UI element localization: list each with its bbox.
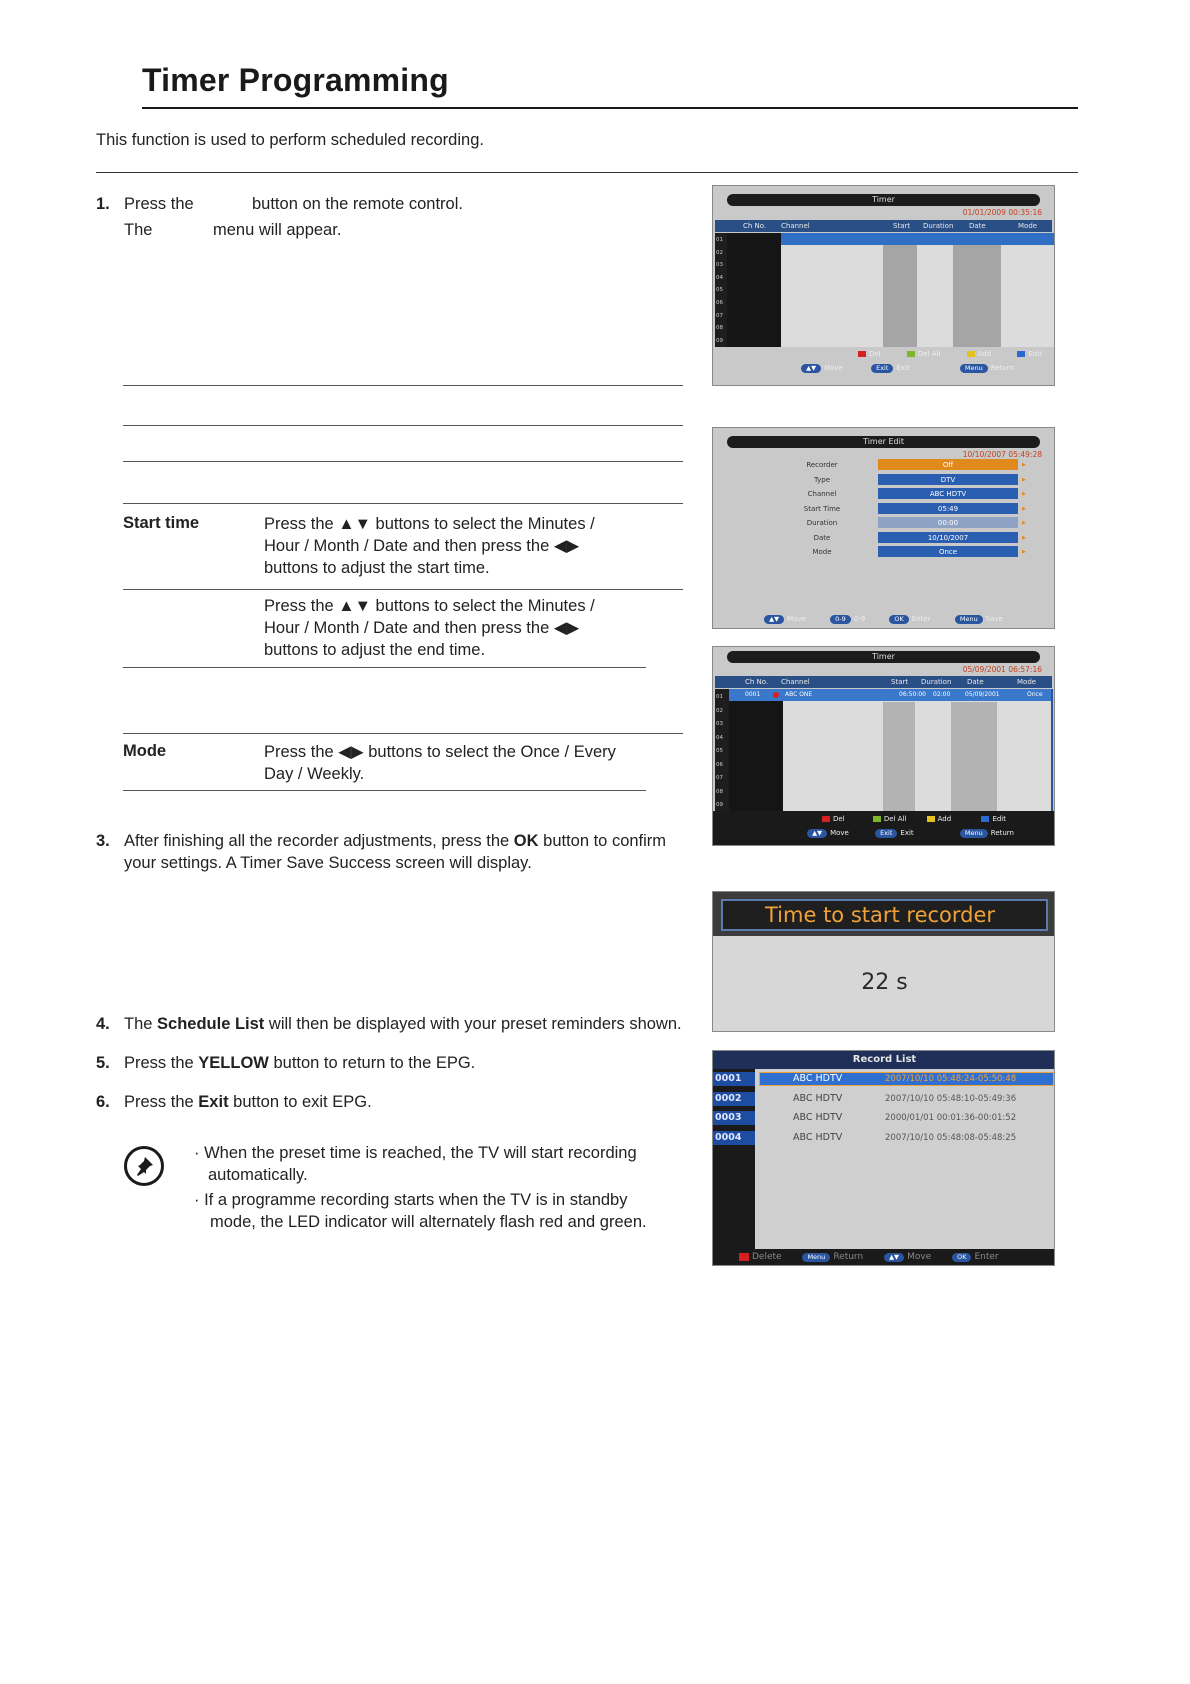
menu-key-icon: Menu (960, 829, 988, 838)
note-bullet-1-cont: automatically. (208, 1166, 308, 1184)
end-time-text-2: Hour / Month / Date and then press the ◀▶ (264, 619, 580, 637)
timer2-clock: 05/09/2001 06:57:16 (962, 665, 1042, 674)
step-5-text-a: Press the (124, 1054, 194, 1072)
col-date: Date (969, 222, 986, 230)
record-id: 0001 (713, 1072, 755, 1086)
col-mode: Mode (1018, 222, 1038, 230)
record-channel: ABC HDTV (793, 1131, 843, 1143)
exit-key-icon: Exit (871, 364, 893, 373)
step-1-text-d: menu will appear. (213, 221, 342, 239)
col-ch-no: Ch No. (745, 678, 769, 686)
legend-add[interactable]: Add (977, 350, 992, 358)
table-rule (123, 425, 683, 426)
timer-edit-field-label: Mode (812, 548, 832, 556)
move-key-icon: ▲▼ (807, 829, 827, 838)
red-key-icon (739, 1253, 749, 1261)
record-list-rows (713, 1072, 1055, 1150)
timer-nav (713, 364, 1054, 376)
step-3-ok: OK (513, 832, 539, 850)
nav-move[interactable]: Move (830, 829, 849, 837)
record-id: 0002 (713, 1092, 755, 1106)
menu-key-icon: Menu (960, 364, 988, 373)
red-key-icon (822, 816, 830, 822)
step-6-number: 6. (96, 1093, 110, 1111)
blue-key-icon (1017, 351, 1025, 357)
timer-edit-field-label: Date (813, 533, 831, 542)
start-time-text-3: buttons to adjust the start time. (264, 559, 490, 577)
row-numbers: 01 02 03 04 05 06 07 08 09 (716, 237, 723, 344)
pin-icon (124, 1146, 164, 1186)
timer-edit-field-value[interactable]: DTV (878, 474, 1018, 485)
timer-edit-field[interactable] (713, 532, 1055, 547)
timer-screen-entry (712, 646, 1055, 846)
timer-edit-clock: 10/10/2007 05:49:28 (962, 450, 1042, 459)
record-list-row[interactable] (713, 1131, 1055, 1151)
arrow-right-icon: ▶ (1022, 505, 1026, 512)
timer-edit-field-label: Recorder (806, 461, 838, 469)
note-bullet-1: · When the preset time is reached, the TV will start recording (194, 1144, 637, 1162)
entry-ch: 0001 (745, 691, 761, 698)
step-5-line (124, 1052, 475, 1074)
nav-move[interactable]: Move (787, 615, 806, 623)
nav-move[interactable]: Move (824, 364, 843, 372)
col-mode: Mode (1017, 678, 1037, 686)
start-time-text-1: Press the ▲▼ buttons to select the Minutes / (264, 515, 595, 533)
record-id: 0004 (713, 1131, 755, 1145)
col-duration: Duration (923, 222, 954, 230)
record-list-row[interactable] (713, 1072, 1055, 1092)
timer2-table-header (715, 676, 1052, 688)
step-3-line-1 (124, 830, 666, 852)
step-3-text-a: After finishing all the recorder adjustments, press the (124, 832, 510, 850)
row-numbers: 01 02 03 04 05 06 07 08 09 (716, 694, 723, 808)
table-rule (123, 589, 683, 590)
step-3-text-b: button to confirm (543, 832, 667, 850)
step-5-text-b: button to return to the EPG. (273, 1054, 476, 1072)
arrow-right-icon: ▶ (1022, 520, 1026, 526)
table-rule (123, 733, 683, 734)
col-start: Start (893, 222, 911, 230)
entry-mode: Once (1027, 691, 1043, 698)
ok-key-icon: OK (952, 1253, 971, 1262)
record-list-title: Record List (713, 1051, 1055, 1069)
step-4-text-b: will then be displayed with your preset reminders shown. (268, 1015, 682, 1033)
nav-enter[interactable]: Enter (974, 1252, 999, 1262)
record-channel: ABC HDTV (793, 1073, 843, 1084)
menu-key-icon: Menu (955, 615, 983, 624)
timer-edit-field-value[interactable]: 00:00 (878, 517, 1018, 528)
step-6-text-b: button to exit EPG. (233, 1093, 372, 1111)
timer-edit-field-value[interactable]: 10/10/2007 (878, 532, 1018, 543)
timer-table-body (781, 233, 1054, 347)
col-channel: Channel (781, 222, 810, 230)
step-5-number: 5. (96, 1054, 110, 1072)
timer-edit-field-value[interactable]: Once (878, 546, 1018, 557)
nav-return[interactable]: Return (990, 364, 1014, 372)
timer-edit-field[interactable] (713, 474, 1055, 489)
legend-add[interactable]: Add (937, 815, 952, 823)
timer-edit-field-label: Channel (807, 490, 837, 498)
start-time-text-2: Hour / Month / Date and then press the ◀▶ (264, 537, 580, 555)
timer-edit-field[interactable] (713, 459, 1055, 474)
step-4-text-a: The (124, 1015, 153, 1033)
timer-table-header (715, 220, 1052, 232)
note-bullet-2-text: If a programme recording starts when the TV is in standby (204, 1191, 628, 1209)
intro-divider (96, 172, 1078, 173)
timer-edit-field-label: Start Time (803, 504, 841, 513)
table-rule (123, 667, 646, 668)
red-key-icon (858, 351, 866, 357)
step-4-bold: Schedule List (157, 1015, 265, 1033)
table-rule (123, 503, 683, 504)
timer-edit-field[interactable] (713, 488, 1055, 503)
mode-text-2: Day / Weekly. (264, 765, 365, 783)
col-duration: Duration (921, 678, 952, 686)
step-1-number: 1. (96, 195, 110, 213)
step-1-text-c: The (124, 221, 153, 239)
start-column (883, 245, 917, 347)
nav-return[interactable]: Return (990, 829, 1014, 837)
col-ch-no: Ch No. (743, 222, 767, 230)
step-6-bold: Exit (198, 1093, 229, 1111)
col-channel: Channel (781, 678, 810, 686)
intro-text: This function is used to perform scheduled recording. (96, 131, 484, 149)
timer-edit-field-value[interactable]: ABC HDTV (878, 488, 1018, 499)
mode-text-1: Press the ◀▶ buttons to select the Once / Every (264, 743, 616, 761)
timer2-title: Timer (727, 651, 1040, 663)
end-time-text-3: buttons to adjust the end time. (264, 641, 486, 659)
timer-edit-field-value[interactable]: Off (878, 459, 1018, 470)
step-3-number: 3. (96, 832, 110, 850)
timer-legend (713, 350, 1054, 361)
timer-edit-field-value[interactable]: 05:49 (878, 503, 1018, 514)
table-rule (123, 385, 683, 386)
countdown-value: 22 s (861, 970, 908, 995)
timer-edit-field[interactable] (713, 546, 1055, 561)
nav-return[interactable]: Return (833, 1252, 864, 1262)
timer-screen-title: Timer (727, 194, 1040, 206)
record-dot-icon (773, 692, 779, 698)
nav-exit[interactable]: Exit (900, 829, 914, 837)
record-list-row[interactable] (713, 1111, 1055, 1131)
yellow-key-icon (927, 816, 935, 822)
col-date: Date (967, 678, 984, 686)
timer2-table-body (783, 689, 1053, 811)
mode-label: Mode (123, 742, 167, 760)
legend-del-all[interactable]: Del All (883, 815, 907, 823)
step-6-line (124, 1091, 372, 1113)
move-key-icon: ▲▼ (764, 615, 784, 624)
arrow-right-icon: ▶ (1022, 476, 1026, 483)
record-list-nav (713, 1252, 1054, 1264)
nav-enter[interactable]: Enter (911, 615, 931, 623)
step-5-bold: YELLOW (198, 1054, 269, 1072)
nav-exit[interactable]: Exit (896, 364, 910, 372)
record-list-screen (712, 1050, 1055, 1266)
timer-edit-field[interactable] (713, 503, 1055, 518)
nav-save[interactable]: Save (985, 615, 1003, 623)
table-rule (123, 461, 683, 462)
entry-duration: 02:00 (933, 691, 951, 698)
start-time-label: Start time (123, 514, 200, 532)
arrow-right-icon: ▶ (1022, 534, 1026, 541)
step-4-number: 4. (96, 1015, 110, 1033)
col-start: Start (891, 678, 909, 686)
legend-del-all[interactable]: Del All (917, 350, 941, 358)
record-id: 0003 (713, 1111, 755, 1125)
timer-edit-field[interactable] (713, 517, 1055, 532)
timer-edit-fields (713, 459, 1055, 561)
move-key-icon: ▲▼ (801, 364, 821, 373)
yellow-key-icon (967, 351, 975, 357)
timer-screen-clock: 01/01/2009 00:35:16 (962, 208, 1042, 217)
legend-edit[interactable]: Edit (1028, 350, 1042, 358)
arrow-right-icon: ▶ (1022, 549, 1026, 555)
timer-edit-nav (713, 615, 1054, 627)
date-column (951, 702, 997, 811)
entry-channel: ABC ONE (785, 691, 813, 698)
move-key-icon: ▲▼ (884, 1253, 904, 1262)
page-title: Timer Programming (142, 62, 449, 98)
timer-edit-title: Timer Edit (727, 436, 1040, 448)
step-1-text-b: button on the remote control. (252, 195, 463, 213)
timer-edit-field-label: Duration (806, 519, 838, 527)
countdown-screen (712, 891, 1055, 1032)
timer2-nav (713, 829, 1054, 841)
end-time-text-1: Press the ▲▼ buttons to select the Minutes / (264, 597, 595, 615)
step-4-line (124, 1013, 682, 1035)
record-time: 2007/10/10 05:48:10-05:49:36 (885, 1093, 1017, 1104)
exit-key-icon: Exit (875, 829, 897, 838)
timer-edit-screen (712, 427, 1055, 629)
step-1-text-a: Press the (124, 195, 194, 213)
record-time: 2007/10/10 05:48:24-05:50:48 (885, 1074, 1017, 1084)
record-time: 2007/10/10 05:48:08-05:48:25 (885, 1132, 1017, 1143)
green-key-icon (907, 351, 915, 357)
green-key-icon (873, 816, 881, 822)
nav-move[interactable]: Move (907, 1252, 932, 1262)
step-6-text-a: Press the (124, 1093, 194, 1111)
note-bullet-2-cont: mode, the LED indicator will alternately flash red and green. (210, 1213, 647, 1231)
selected-row[interactable] (781, 233, 1054, 245)
menu-key-icon: Menu (802, 1253, 830, 1262)
arrow-right-icon: ▶ (1022, 462, 1026, 468)
digit-key-icon: 0-9 (830, 615, 851, 624)
table-rule (123, 790, 646, 791)
legend-del[interactable]: Del (832, 815, 845, 823)
timer-screen-empty (712, 185, 1055, 386)
start-column (883, 702, 915, 811)
note-bullet-1-text: When the preset time is reached, the TV will start recording (204, 1144, 637, 1162)
countdown-title: Time to start recorder (721, 899, 1048, 931)
record-channel: ABC HDTV (793, 1112, 843, 1123)
date-column (953, 245, 1001, 347)
timer-entry-row[interactable] (729, 689, 1051, 701)
arrow-right-icon: ▶ (1022, 491, 1026, 497)
ok-key-icon: OK (889, 615, 908, 624)
ch-no-column (727, 233, 781, 347)
entry-start: 06:50:00 (899, 691, 926, 698)
blue-key-icon (981, 816, 989, 822)
nav-delete[interactable]: Delete (752, 1252, 782, 1262)
timer-edit-field-label: Type (813, 475, 831, 484)
legend-del[interactable]: Del (868, 350, 881, 358)
timer2-legend (713, 815, 1054, 826)
ch-no-column (729, 689, 783, 811)
legend-edit[interactable]: Edit (992, 815, 1006, 823)
record-time: 2000/01/01 00:01:36-00:01:52 (885, 1113, 1017, 1123)
entry-date: 05/09/2001 (965, 691, 1000, 698)
nav-digits[interactable]: 0-9 (853, 615, 866, 623)
note-bullet-2: · If a programme recording starts when the TV is in standby (194, 1191, 628, 1209)
record-channel: ABC HDTV (793, 1092, 843, 1104)
record-list-row[interactable] (713, 1092, 1055, 1112)
step-3-text-c: your settings. A Timer Save Success screen will display. (124, 854, 532, 872)
title-underline (142, 107, 1078, 109)
